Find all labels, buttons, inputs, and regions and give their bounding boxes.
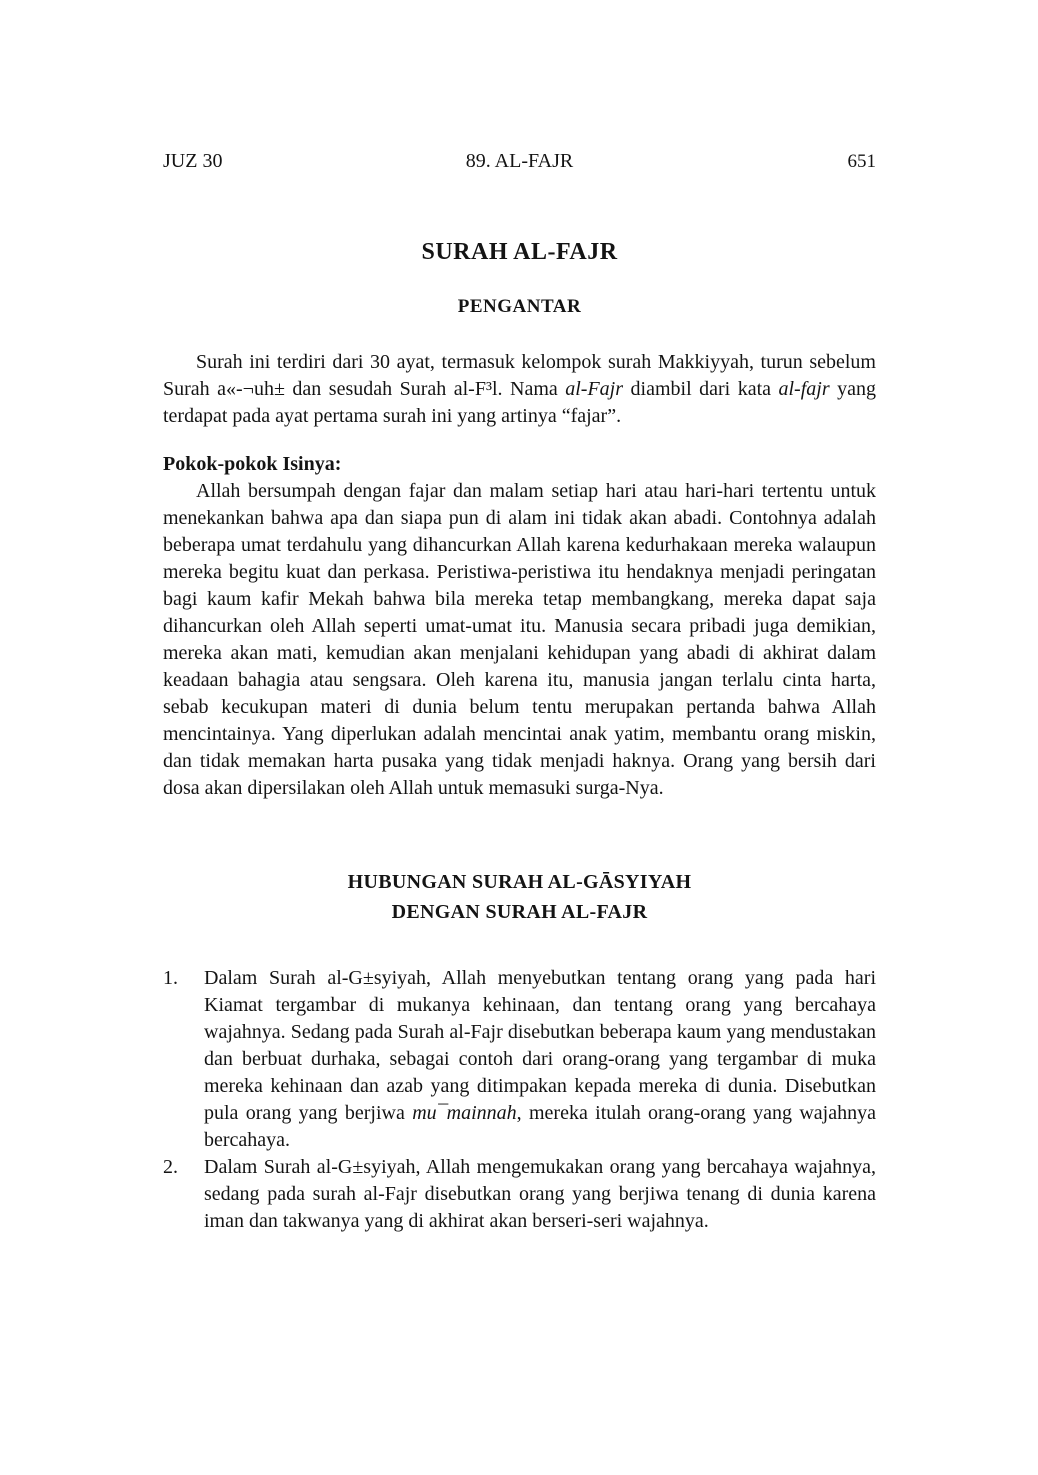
list-item-2-text: Dalam Surah al-G±syiyah, Allah mengemukakan orang yang bercahaya wajahnya, sedang pada surah al-Fajr disebutkan orang yang berjiwa tenang di dunia karena iman dan takwanya yang di akhirat akan berseri-seri wajahnya. <box>204 1156 876 1232</box>
list-item-2 <box>163 1154 876 1235</box>
running-header <box>163 148 876 175</box>
pokok-pokok-isinya-heading: Pokok-pokok Isinya: <box>163 453 342 475</box>
intro-text-2: diambil dari kata <box>623 378 779 400</box>
intro-italic-al-fajr-2: al-fajr <box>778 378 830 400</box>
pokok-paragraph: Allah bersumpah dengan fajar dan malam setiap hari atau hari-hari tertentu untuk menekankan bahwa apa dan siapa pun di alam ini tidak akan abadi. Contohnya adalah beberapa umat terdahulu yang dihancurkan Allah karena kedurhakaan mereka walaupun mereka begitu kuat dan perkasa. Peristiwa-peristiwa itu hendaknya menjadi peringatan bagi kaum kafir Mekah bahwa bila mereka tetap membangkang, mereka dapat saja dihancurkan oleh Allah seperti umat-umat itu. Manusia secara pribadi juga demikian, mereka akan mati, kemudian akan menjalani kehidupan yang abadi di akhirat dalam keadaan bahagia atau sengsara. Oleh karena itu, manusia jangan terlalu cinta harta, sebab kecukupan materi di dunia belum tentu merupakan pertanda bahwa Allah mencintainya. Yang diperlukan adalah mencintai anak yatim, membantu orang miskin, dan tidak memakan harta pusaka yang tidak menjadi haknya. Orang yang bersih dari dosa akan dipersilakan oleh Allah untuk memasuki surga-Nya. <box>163 480 876 799</box>
page-number: 651 <box>847 151 876 172</box>
list-item-1-text-1: Dalam Surah al-G±syiyah, Allah menyebutkan tentang orang yang pada hari Kiamat tergambar di mukanya kehinaan, dan tentang orang yang bercahaya wajahnya. Sedang pada Surah al-Fajr disebutkan beberapa kaum yang mendustakan dan berbuat durhaka, sebagai contoh dari orang-orang yang tergambar di muka mereka kehinaan dan azab yang ditimpakan kepada mereka di dunia. Disebutkan pula orang yang berjiwa <box>204 967 876 1124</box>
list-item-1-italic-mutmainnah: mu¯mainnah <box>412 1102 517 1124</box>
list-item-1 <box>163 965 876 1154</box>
relation-heading <box>163 867 876 927</box>
intro-paragraph <box>163 349 876 430</box>
intro-text-1: Surah ini terdiri dari 30 ayat, termasuk kelompok surah Makkiyyah, turun sebelum Surah a«-¬uh± dan sesudah Surah al-F³l. Nama <box>163 351 876 400</box>
list-item-2-number: 2. <box>163 1156 178 1178</box>
pengantar-heading: PENGANTAR <box>457 296 582 317</box>
list-item-1-number: 1. <box>163 967 178 989</box>
surah-header: 89. AL-FAJR <box>465 150 574 172</box>
list-item-1-text-2: , mereka itulah orang-orang yang wajahnya bercahaya. <box>204 1102 876 1151</box>
relation-heading-line2: DENGAN SURAH AL-FAJR <box>391 901 648 923</box>
relation-heading-line1: HUBUNGAN SURAH AL-GĀSYIYAH <box>347 871 692 893</box>
relation-list <box>163 965 876 1235</box>
juz-label: JUZ 30 <box>163 150 223 172</box>
intro-text-3: yang terdapat pada ayat pertama surah ini yang artinya “fajar”. <box>163 378 876 427</box>
intro-italic-al-fajr: al-Fajr <box>565 378 624 400</box>
surah-title: SURAH AL-FAJR <box>421 239 618 265</box>
